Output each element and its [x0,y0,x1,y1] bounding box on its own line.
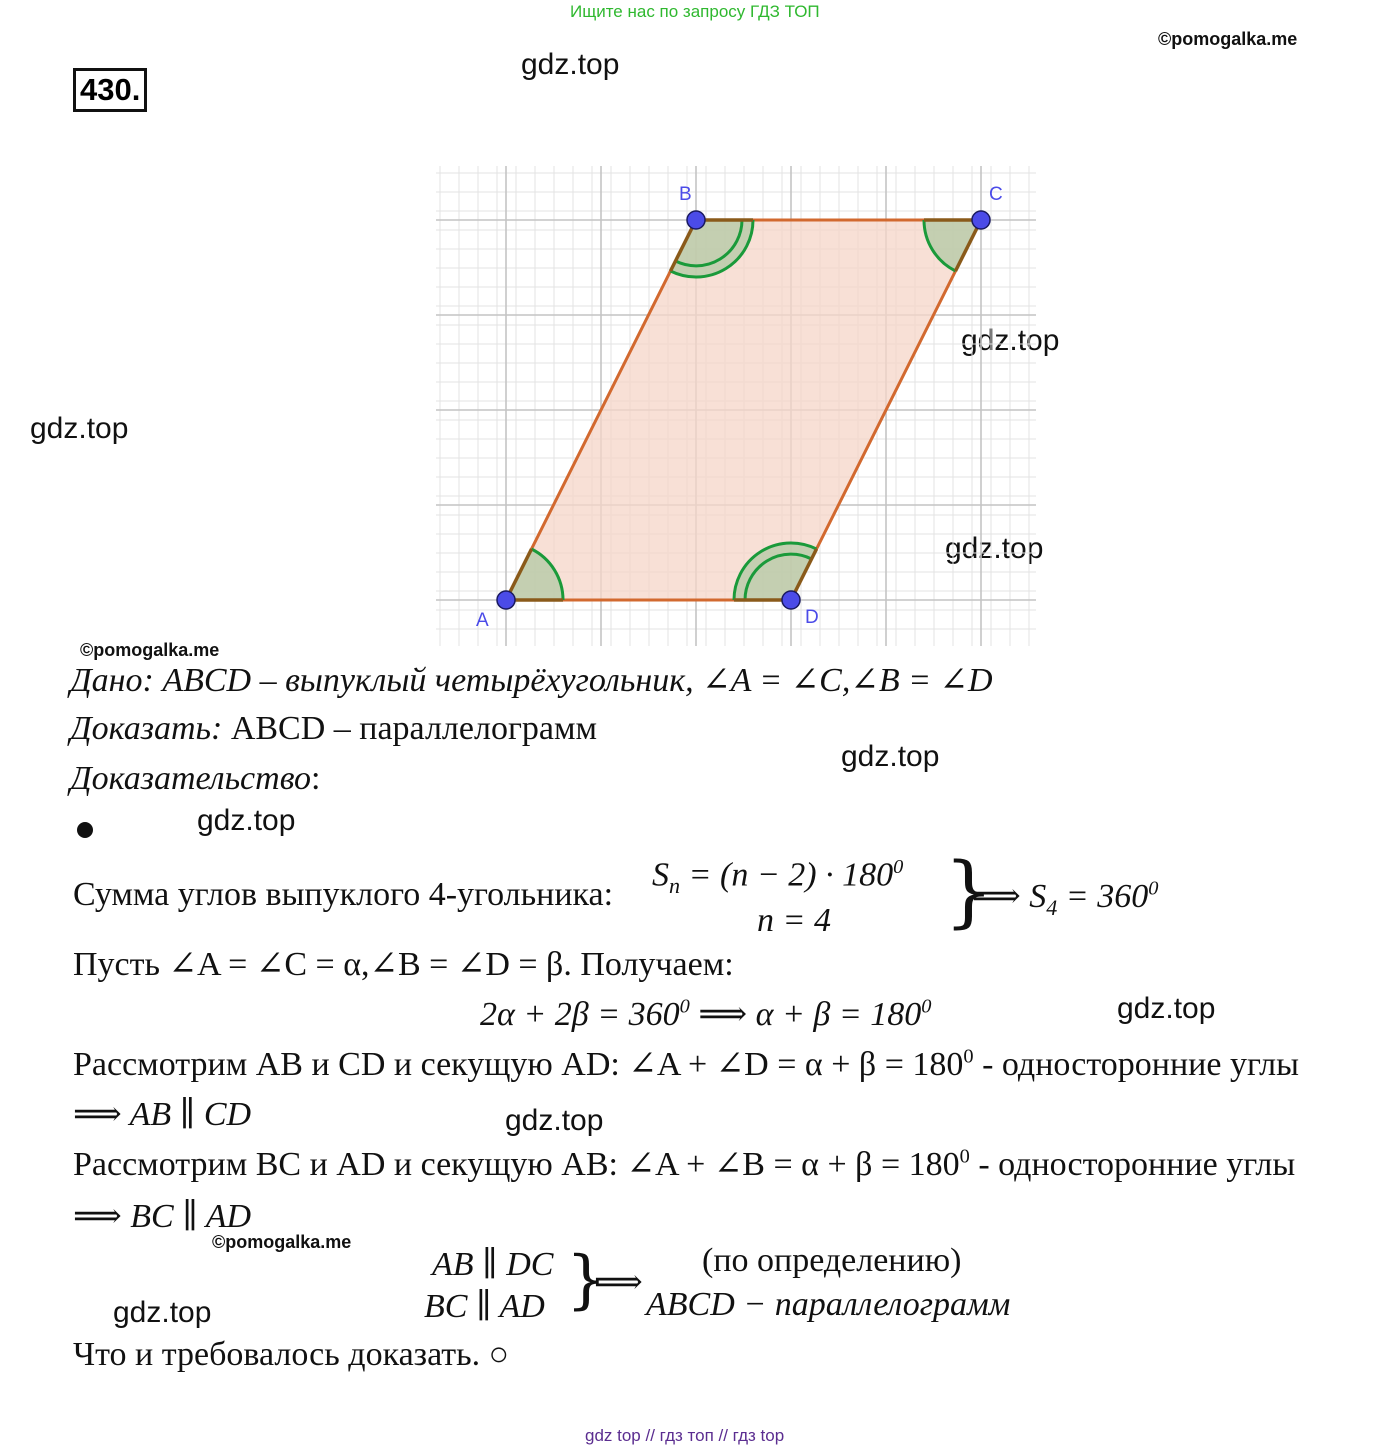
consider-2-tail: - односторонние углы [969,1146,1296,1183]
copyright-label: ©pomogalka.me [212,1232,352,1252]
sum-text: Сумма углов выпуклого 4-угольника: [73,876,614,913]
bullet [77,822,93,838]
consider-1-main: Рассмотрим AB и CD и секущую AD: ∠A + ∠D = α + β = 180 [73,1046,964,1083]
watermark: gdz.top [841,740,940,773]
prove-text: ABCD – параллелограмм [230,710,598,747]
watermark: gdz.top [197,804,296,837]
conclusion-2: BC ∥ AD [424,1288,545,1325]
watermark: gdz.top [30,412,129,445]
right-brace: } [566,1243,607,1317]
label-D: D [805,607,819,628]
sum-formula-2: n = 4 [757,902,831,939]
degree: 0 [1148,877,1159,900]
copyright-label: ©pomogalka.me [80,640,220,660]
prove-label: Доказать: [70,710,231,747]
sum-s: S [652,856,669,894]
label-A: A [476,610,489,631]
top-banner: Ищите нас по запросу ГДЗ ТОП [570,2,820,21]
watermark: gdz.top [945,532,1044,565]
given-label: Дано [70,662,143,699]
sum-result-s: ⟹ S [972,878,1047,915]
result-1: ⟹ AB ∥ CD [73,1096,252,1133]
result-2: ⟹ BC ∥ AD [73,1198,252,1235]
parallelogram-figure [436,166,1040,652]
degree: 0 [679,995,690,1018]
footer-links[interactable]: gdz top // гдз топ // гдз top [585,1426,785,1445]
sum-result-sub: 4 [1046,894,1058,920]
conclusion-1: AB ∥ DC [432,1246,554,1283]
conclusion-def: (по определению) [702,1242,962,1279]
vertex-A [497,591,515,609]
proof-label: Доказательство [70,760,312,797]
degree: 0 [921,995,932,1018]
label-B: B [679,184,692,205]
prove-line [70,710,597,748]
vertex-D [782,591,800,609]
consider-1-tail: - односторонние углы [973,1046,1299,1083]
vertex-B [687,211,705,229]
proof-heading [70,760,320,798]
degree: 0 [893,856,904,878]
right-brace: } [944,847,994,937]
degree: 0 [963,1045,974,1068]
label-C: C [989,184,1003,205]
given-text: : ABCD – выпуклый четырёхугольник, ∠A = ∠C,∠B = ∠D [142,662,993,699]
conclusion-arrow: ⟹ [594,1264,643,1301]
equation-line [480,994,932,1034]
watermark: gdz.top [1117,992,1216,1025]
eq-1: 2α + 2β = 360 [480,996,680,1033]
given-line [70,660,993,700]
consider-2 [73,1144,1295,1184]
consider-2-main: Рассмотрим BC и AD и секущую AB: ∠A + ∠B = α + β = 180 [73,1146,960,1183]
watermark: gdz.top [961,324,1060,357]
degree: 0 [959,1145,970,1168]
sum-formula-1 [652,856,903,899]
proof-colon: : [311,760,321,797]
let-line: Пусть ∠A = ∠C = α,∠B = ∠D = β. Получаем: [73,946,734,983]
sum-result-rest: = 360 [1057,878,1149,915]
qed-line: Что и требовалось доказать. ○ [73,1336,510,1373]
watermark: gdz.top [113,1296,212,1329]
watermark: gdz.top [505,1104,604,1137]
eq-2: ⟹ α + β = 180 [689,996,922,1033]
vertex-C [972,211,990,229]
task-number: 430. [73,68,147,112]
sum-formula-rest: = (n − 2) · 180 [680,856,894,894]
consider-1 [73,1044,1299,1084]
copyright-label: ©pomogalka.me [1158,29,1298,49]
watermark: gdz.top [521,48,620,81]
sum-result [972,876,1158,921]
sum-s-sub: n [669,873,681,899]
conclusion-result: ABCD − параллелограмм [646,1286,1011,1323]
